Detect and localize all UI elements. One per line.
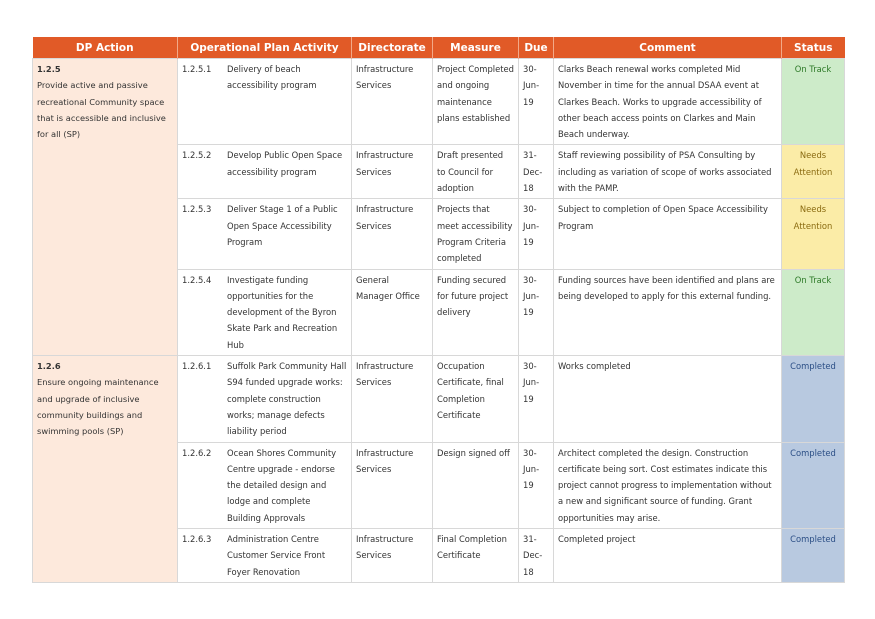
dp-action-text: Provide active and passive recreational Community space that is accessible and inclusive for all (SP) — [37, 80, 166, 140]
directorate-cell: Infrastructure Services — [352, 145, 433, 199]
status-badge: On Track — [782, 269, 845, 355]
header-comment: Comment — [554, 37, 782, 59]
activity-cell — [178, 356, 352, 442]
activity-text: Investigate funding opportunities for the development of the Byron Skate Park and Recreation Hub — [227, 274, 338, 350]
activity-number: 1.2.5.3 — [182, 204, 212, 215]
activity-text: Ocean Shores Community Centre upgrade - endorse the detailed design and lodge and complete Building Approvals — [227, 447, 337, 523]
status-badge: On Track — [782, 59, 845, 145]
comment-cell: Funding sources have been identified and plans are being developed to apply for this external funding. — [554, 269, 782, 355]
dp-action-code: 1.2.5 — [37, 64, 61, 74]
status-badge: Needs Attention — [782, 199, 845, 269]
activity-cell — [178, 529, 352, 583]
dp-action-code: 1.2.6 — [37, 361, 61, 372]
due-cell: 31-Dec-18 — [519, 529, 554, 583]
status-badge: Completed — [782, 442, 845, 528]
activity-text: Suffolk Park Community Hall S94 funded upgrade works: complete construction works; manage defects liability period — [227, 361, 347, 437]
comment-cell: Works completed — [554, 356, 782, 442]
activity-cell — [178, 199, 352, 269]
activity-text: Deliver Stage 1 of a Public Open Space Accessibility Program — [227, 204, 338, 247]
dp-action-cell — [33, 59, 178, 356]
measure-cell: Projects that meet accessibility Program Criteria completed — [433, 199, 519, 269]
comment-cell: Architect completed the design. Construction certificate being sort. Cost estimates indicate this project cannot progress to implementation without a new and significant source of funding. Grant opportunities may arise. — [554, 442, 782, 528]
status-badge: Needs Attention — [782, 145, 845, 199]
measure-cell: Final Completion Certificate — [433, 529, 519, 583]
header-row — [33, 37, 845, 59]
measure-cell: Draft presented to Council for adoption — [433, 145, 519, 199]
activity-number: 1.2.6.2 — [182, 447, 212, 458]
directorate-cell: Infrastructure Services — [352, 59, 433, 145]
comment-cell: Subject to completion of Open Space Accessibility Program — [554, 199, 782, 269]
header-measure: Measure — [433, 37, 519, 59]
directorate-cell: General Manager Office — [352, 269, 433, 355]
header-dp-action: DP Action — [33, 37, 178, 59]
activity-text: Delivery of beach accessibility program — [227, 64, 317, 91]
activity-number: 1.2.5.1 — [182, 64, 212, 74]
activity-number: 1.2.5.4 — [182, 274, 212, 285]
due-cell: 30-Jun-19 — [519, 59, 554, 145]
comment-cell: Staff reviewing possibility of PSA Consulting by including as variation of scope of works associated with the PAMP. — [554, 145, 782, 199]
operational-plan-table — [32, 37, 845, 583]
status-badge: Completed — [782, 529, 845, 583]
measure-cell: Funding secured for future project delivery — [433, 269, 519, 355]
due-cell: 30-Jun-19 — [519, 442, 554, 528]
activity-cell — [178, 442, 352, 528]
due-cell: 31-Dec-18 — [519, 145, 554, 199]
activity-number: 1.2.6.1 — [182, 361, 212, 372]
comment-cell: Completed project — [554, 529, 782, 583]
due-cell: 30-Jun-19 — [519, 269, 554, 355]
header-activity: Operational Plan Activity — [178, 37, 352, 59]
table-row — [33, 356, 845, 442]
table-row — [33, 59, 845, 145]
header-due: Due — [519, 37, 554, 59]
directorate-cell: Infrastructure Services — [352, 529, 433, 583]
header-status: Status — [782, 37, 845, 59]
directorate-cell: Infrastructure Services — [352, 199, 433, 269]
activity-cell — [178, 59, 352, 145]
measure-cell: Project Completed and ongoing maintenance plans established — [433, 59, 519, 145]
dp-action-text: Ensure ongoing maintenance and upgrade of inclusive community buildings and swimming pools (SP) — [37, 377, 159, 437]
comment-cell: Clarks Beach renewal works completed Mid November in time for the annual DSAA event at Clarkes Beach. Works to upgrade accessibility of other beach access points on Clarkes and Main Beach underway. — [554, 59, 782, 145]
due-cell: 30-Jun-19 — [519, 199, 554, 269]
activity-cell — [178, 269, 352, 355]
activity-cell — [178, 145, 352, 199]
measure-cell: Design signed off — [433, 442, 519, 528]
directorate-cell: Infrastructure Services — [352, 442, 433, 528]
status-badge: Completed — [782, 356, 845, 442]
activity-number: 1.2.5.2 — [182, 150, 212, 161]
due-cell: 30-Jun-19 — [519, 356, 554, 442]
dp-action-cell — [33, 356, 178, 583]
activity-number: 1.2.6.3 — [182, 534, 212, 545]
activity-text: Administration Centre Customer Service Front Foyer Renovation — [227, 534, 326, 577]
directorate-cell: Infrastructure Services — [352, 356, 433, 442]
activity-text: Develop Public Open Space accessibility program — [227, 150, 343, 177]
header-directorate: Directorate — [352, 37, 433, 59]
measure-cell: Occupation Certificate, final Completion Certificate — [433, 356, 519, 442]
